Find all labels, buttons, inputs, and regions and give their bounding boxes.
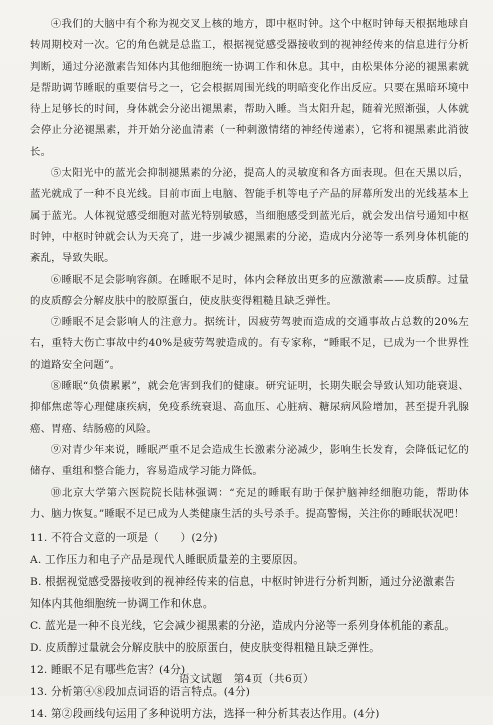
paragraph-6: ⑥睡眠不足会影响容颜。在睡眠不足时，体内会释放出更多的应激激素——皮质醇。过量的皮质醇会分解皮肤中的胶原蛋白，使皮肤变得粗糙且缺乏弹性。	[30, 273, 469, 307]
paragraph-8: ⑧睡眠“负债累累”，就会危害到我们的健康。研究证明，长期失眠会导致认知功能衰退、抑郁焦虑等心理健康疾病，免疫系统衰退、高血压、心脏病、糖尿病风险增加，甚至提升乳腺癌、胃癌、结肠癌的风险。	[30, 380, 469, 435]
page-footer: 语文试题 第4页（共6页）	[178, 673, 315, 685]
paragraph-9: ⑨对青少年来说，睡眠严重不足会造成生长激素分泌减少，影响生长发育，会降低记忆的储存、重组和整合能力，容易造成学习能力降低。	[30, 443, 469, 478]
question-14: 14. 第②段画线句运用了多种说明方法，选择一种分析其表达作用。(4分)	[30, 708, 380, 721]
question-11-option-b-line2: 知体内其他细胞统一协调工作和休息。	[30, 598, 214, 611]
question-11-option-d: D. 皮质醇过量就会分解皮肤中的胶原蛋白，使皮肤变得粗糙且缺乏弹性。	[30, 642, 381, 655]
question-11-option-c: C. 蓝光是一种不良光线，它会减少褪黑素的分泌，造成内分泌等一系列身体机能的紊乱。	[30, 620, 456, 633]
question-13: 13. 分析第④⑧段加点词语的语言特点。(4分)	[30, 686, 251, 699]
question-11: 11. 不符合文意的一项是（ ）(2分)	[30, 532, 218, 545]
reading-passage	[30, 14, 469, 525]
question-12: 12. 睡眠不足有哪些危害？(4分)	[30, 664, 186, 677]
paragraph-7: ⑦睡眠不足会影响人的注意力。据统计，因疲劳驾驶而造成的交通事故占总数的20%左右，重特大伤亡事故中约40%是疲劳驾驶造成的。有专家称，“睡眠不足，已成为一个世界性的道路安全问题”。	[30, 316, 469, 371]
paragraph-5: ⑤太阳光中的蓝光会抑制褪黑素的分泌，提高人的灵敏度和各方面表现。但在天黑以后，蓝光就成了一种不良光线。目前市面上电脑、智能手机等电子产品的屏幕所发出的光线基本上属于蓝光。人体视觉感受细胞对蓝光特别敏感，当细胞感受到蓝光后，就会发出信号通知中枢时钟，中枢时钟就会认为天亮了，进一步减少褪黑素的分泌，造成内分泌等一系列身体机能的紊乱，导致失眠。	[30, 167, 469, 265]
questions-section	[30, 527, 469, 725]
paragraph-10: ⑩北京大学第六医院院长陆林强调：“充足的睡眠有助于保护脑神经细胞功能，帮助体力、脑力恢复。”睡眠不足已成为人类健康生活的头号杀手。提高警惕，关注你的睡眠状况吧！	[30, 486, 469, 520]
question-11-option-b-line1: B. 根据视觉感受器接收到的视神经传来的信息，中枢时钟进行分析判断，通过分泌激素告	[30, 576, 456, 589]
paragraph-4: ④我们的大脑中有个称为视交叉上核的地方，即中枢时钟。这个中枢时钟每天根据地球自转周期校对一次。它的角色就是总监工，根据视觉感受器接收到的视神经传来的信息进行分析判断，通过分泌激素告知体内其他细胞统一协调工作和休息。其中，由松果体分泌的褪黑素就是帮助调节睡眠的重要信号之一，它会根据周围光线的明暗变化作出反应。只要在黑暗环境中待上足够长的时间，身体就会分泌出褪黑素，帮助入睡。当太阳升起，随着光照渐强，人体就会停止分泌褪黑素，并开始分泌血清素（一种刺激情绪的神经传递素），它将和褪黑素此消彼长。	[30, 18, 469, 158]
question-11-option-a: A. 工作压力和电子产品是现代人睡眠质量差的主要原因。	[30, 554, 305, 567]
